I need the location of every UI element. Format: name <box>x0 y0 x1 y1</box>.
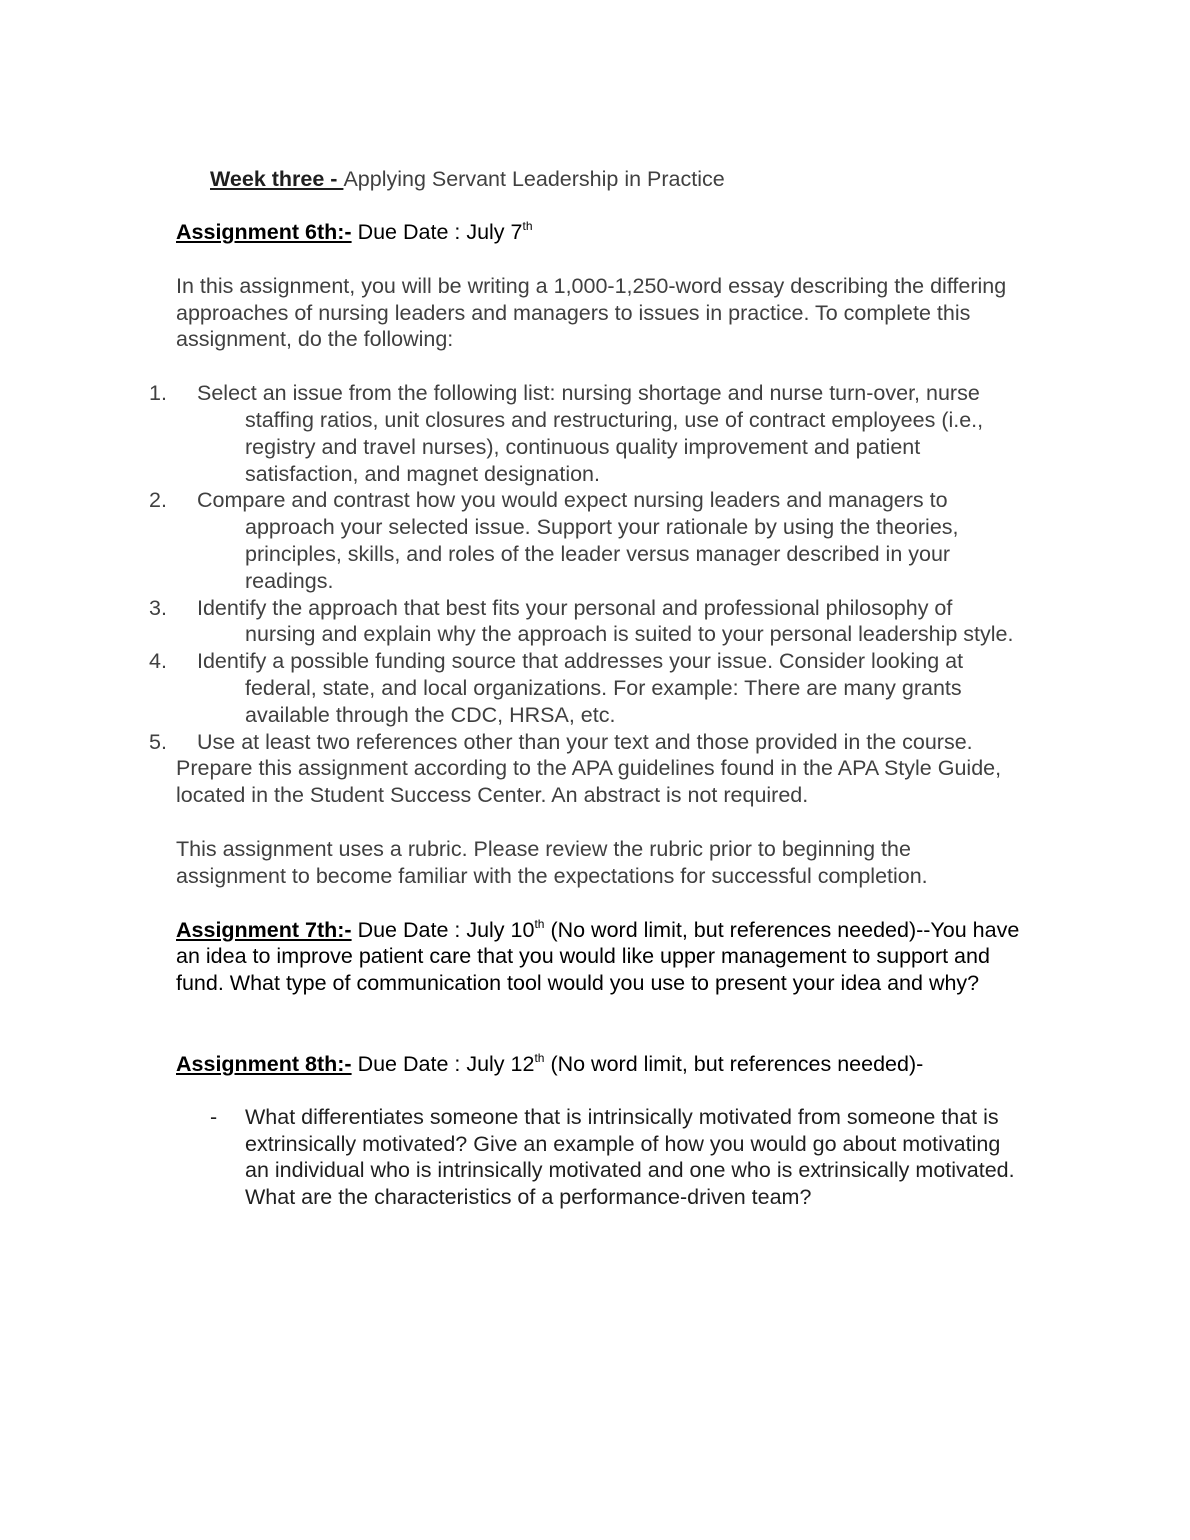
assignment-6-rubric-note: This assignment uses a rubric. Please review the rubric prior to beginning the assignment to become familiar with the expectations for successful completion. <box>176 836 928 888</box>
assignment-8-label: Assignment 8th:- <box>176 1051 352 1076</box>
assignment-6-apa-note: Prepare this assignment according to the APA guidelines found in the APA Style Guide, located in the Student Success Center. An abstract is not required. <box>176 756 1002 808</box>
step-item: 1. Select an issue from the following list: nursing shortage and nurse turn-over, nurse staffing ratios, unit closures and restructuring, use of contract employees (i.e., registry and travel nurses), continuous quality improvement and patient satisfaction, and magnet designation. <box>149 381 984 486</box>
assignment-8-due-sup: th <box>534 1050 545 1065</box>
step-item: 3. Identify the approach that best fits your personal and professional philosophy of nursing and explain why the approach is suited to your personal leadership style. <box>149 595 1014 647</box>
step-item: 2. Compare and contrast how you would expect nursing leaders and managers to approach your selected issue. Support your rationale by using the theories, principles, skills, and roles of the leader versus manager described in your readings. <box>149 488 959 593</box>
assignment-6-steps <box>149 380 1026 755</box>
step-text: Identify a possible funding source that addresses your issue. Consider looking at federal, state, and local organizations. For example: There are many grants available through the CDC, HRSA, etc. <box>197 649 964 727</box>
assignment-6-due: Due Date : July 7 <box>351 220 523 244</box>
step-text: Identify the approach that best fits your personal and professional philosophy of nursing and explain why the approach is suited to your personal leadership style. <box>197 595 1014 647</box>
assignment-8-due-suffix: (No word limit, but references needed)- <box>544 1051 924 1076</box>
document-page <box>149 166 1026 1211</box>
assignment-7-body: (No word limit, but references needed)--You have an idea to improve patient care that you would like upper management to support and fund. What type of communication tool would you use to present your idea and why? <box>176 917 1020 996</box>
assignment-6-heading <box>176 219 1026 246</box>
assignment-7-label: Assignment 7th:- <box>176 917 352 942</box>
week-label: Week three - <box>210 167 344 191</box>
assignment-8-heading <box>176 1051 1026 1078</box>
assignment-6-label: Assignment 6th:- <box>176 220 352 244</box>
bullet-item <box>176 1104 1026 1211</box>
step-text: Select an issue from the following list: nursing shortage and nurse turn-over, nurse staffing ratios, unit closures and restructuring, use of contract employees (i.e., registry and travel nurses), continuous quality improvement and patient satisfaction, and magnet designation. <box>197 381 984 486</box>
week-heading <box>210 166 1026 194</box>
assignment-7-due: Due Date : July 10 <box>351 917 535 942</box>
assignment-6-due-sup: th <box>522 219 533 233</box>
dash-bullet-icon: - <box>210 1104 218 1129</box>
step-item: 4. Identify a possible funding source that addresses your issue. Consider looking at federal, state, and local organizations. For example: There are many grants available through the CDC, HRSA, etc. <box>149 649 964 727</box>
step-text: Compare and contrast how you would expect nursing leaders and managers to approach your selected issue. Support your rationale by using the theories, principles, skills, and roles of the leader versus manager described in your readings. <box>197 488 959 593</box>
assignment-6-intro: In this assignment, you will be writing a 1,000-1,250-word essay describing the differing approaches of nursing leaders and managers to issues in practice. To complete this assignment, do the following: <box>176 273 1007 352</box>
step-text: Use at least two references other than your text and those provided in the course. <box>197 729 973 754</box>
week-title: Applying Servant Leadership in Practice <box>343 167 725 191</box>
bullet-text: What differentiates someone that is intrinsically motivated from someone that is extrinsically motivated? Give an example of how you would go about motivating an individual who is intrinsically motivated and one who is extrinsically motivated. What are the characteristics of a performance-driven team? <box>245 1104 1015 1210</box>
assignment-7-block <box>176 917 1026 997</box>
assignment-7-due-sup: th <box>534 916 545 931</box>
assignment-8-due: Due Date : July 12 <box>351 1051 535 1076</box>
assignment-8-bullets <box>176 1104 1026 1211</box>
step-item: 5. Use at least two references other than your text and those provided in the course. <box>149 729 973 754</box>
